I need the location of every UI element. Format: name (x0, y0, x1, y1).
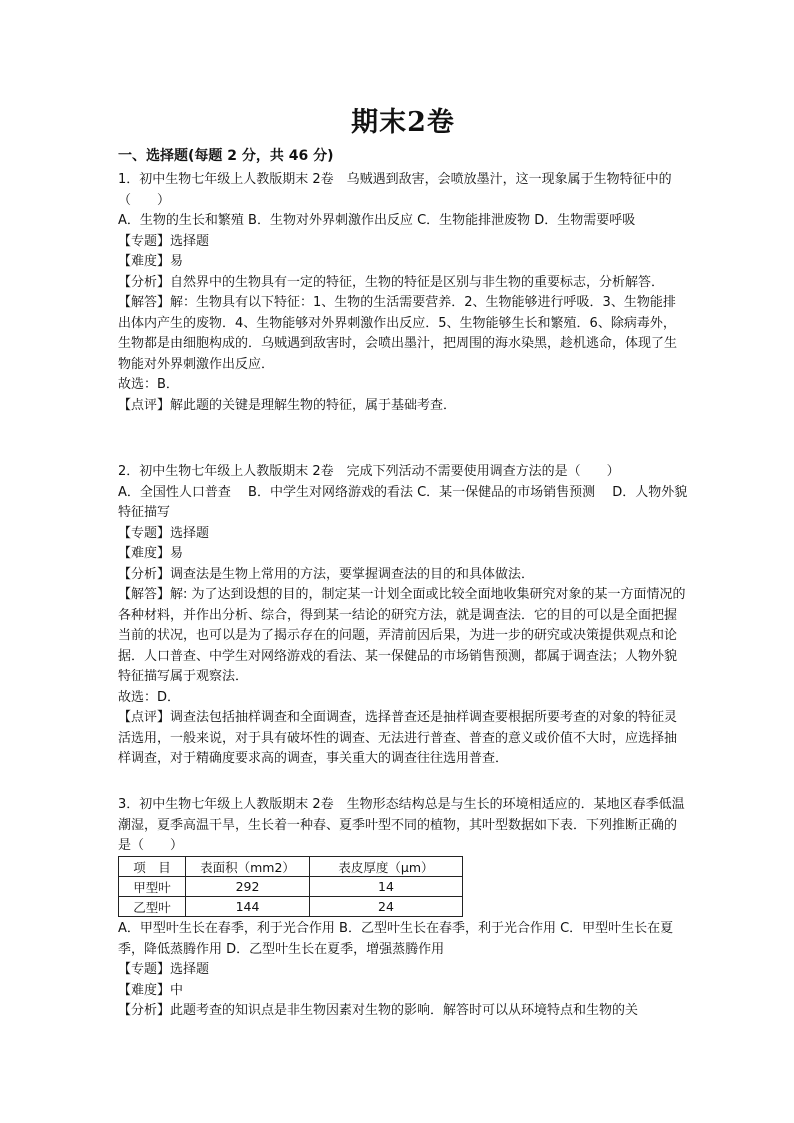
leaf-data-table (118, 856, 463, 917)
question-options: A．甲型叶生长在春季，利于光合作用 B．乙型叶生长在春季，利于光合作用 C．甲型叶生长在夏季，降低蒸腾作用 D．乙型叶生长在夏季，增强蒸腾作用 (118, 921, 674, 957)
question-options: A．生物的生长和繁殖 B．生物对外界刺激作出反应 C．生物能排泄废物 D．生物需要呼吸 (118, 213, 636, 228)
question-choice: 故选：D． (118, 689, 181, 705)
question-answer: 【解答】解：生物具有以下特征：1、生物的生活需要营养．2、生物能够进行呼吸．3、生物能排出体内产生的废物．4、生物能够对外界刺激作出反应．5、生物能够生长和繁殖．6、除病毒外，生物都是由细胞构成的．乌贼遇到敌害时，会喷出墨汁，把周围的海水染黑，趁机逃命，体现了生物能对外界刺激作出反应． (118, 295, 678, 372)
question-analysis: 【分析】调查法是生物上常用的方法，要掌握调查法的目的和具体做法． (118, 566, 535, 582)
question-difficulty: 【难度】易 (118, 254, 184, 269)
question-difficulty: 【难度】易 (118, 546, 184, 561)
question-options: A．全国性人口普查 B．中学生对网络游戏的看法 C．某一保健品的市场销售预测 D．人物外貌特征描写 (118, 484, 688, 520)
question-answer: 【解答】解: 为了达到设想的目的，制定某一计划全面或比较全面地收集研究对象的某一方面情况的各种材料，并作出分析、综合，得到某一结论的研究方法，就是调查法．它的目的可以是全面把握当前的状况，也可以是为了揭示存在的问题，弄清前因后果，为进一步的研究或决策提供观点和论据．人口普查、中学生对网络游戏的看法、某一保健品的市场销售预测，都属于调查法；人物外貌特征描写属于观察法． (118, 587, 686, 684)
question-topic: 【专题】选择题 (118, 962, 210, 977)
section-heading: 一、选择题(每题 2 分，共 46 分) (118, 148, 334, 164)
table-cell: 292 (186, 877, 310, 897)
table-header-cell: 项 目 (119, 857, 186, 877)
question-analysis: 【分析】此题考查的知识点是非生物因素对生物的影响．解答时可以从环境特点和生物的关 (118, 1003, 639, 1018)
table-cell: 144 (186, 897, 310, 917)
question-stem: 2．初中生物七年级上人教版期末 2卷 完成下列活动不需要使用调查方法的是（ ） (118, 464, 620, 479)
question-1 (118, 170, 688, 416)
table-cell: 24 (310, 897, 463, 917)
table-row (119, 897, 463, 917)
page-title: 期末2卷 (351, 107, 455, 138)
question-analysis: 【分析】自然界中的生物具有一定的特征，生物的特征是区别与非生物的重要标志，分析解答． (118, 274, 665, 290)
question-topic: 【专题】选择题 (118, 525, 210, 541)
table-cell: 甲型叶 (119, 877, 186, 897)
question-topic: 【专题】选择题 (118, 233, 210, 249)
question-comment: 【点评】解此题的关键是理解生物的特征，属于基础考查． (118, 397, 457, 413)
question-choice: 故选：B． (118, 377, 179, 392)
table-header-cell: 表面积（mm2） (186, 857, 310, 877)
table-cell: 14 (310, 877, 463, 897)
table-header-row (119, 857, 463, 877)
question-2 (118, 462, 688, 770)
question-comment: 【点评】调查法包括抽样调查和全面调查，选择普查还是抽样调查要根据所要考查的对象的特征灵活选用，一般来说，对于具有破坏性的调查、无法进行普查、普查的意义或价值不大时，应选择抽样调查，对于精确度要求高的调查，事关重大的调查往往选用普查． (118, 710, 678, 766)
table-row (119, 877, 463, 897)
table-cell: 乙型叶 (119, 897, 186, 917)
table-header-cell: 表皮厚度（μm） (310, 857, 463, 877)
question-stem: 3．初中生物七年级上人教版期末 2卷 生物形态结构总是与生长的环境相适应的．某地区春季低温潮湿，夏季高温干旱，生长着一种春、夏季叶型不同的植物，其叶型数据如下表．下列推断正确的是（ ） (118, 797, 685, 853)
question-3-continued (118, 919, 688, 1022)
question-difficulty: 【难度】中 (118, 982, 184, 998)
question-stem: 1．初中生物七年级上人教版期末 2卷 乌贼遇到敌害，会喷放墨汁，这一现象属于生物特征中的（ ） (118, 172, 672, 208)
question-3 (118, 795, 688, 857)
